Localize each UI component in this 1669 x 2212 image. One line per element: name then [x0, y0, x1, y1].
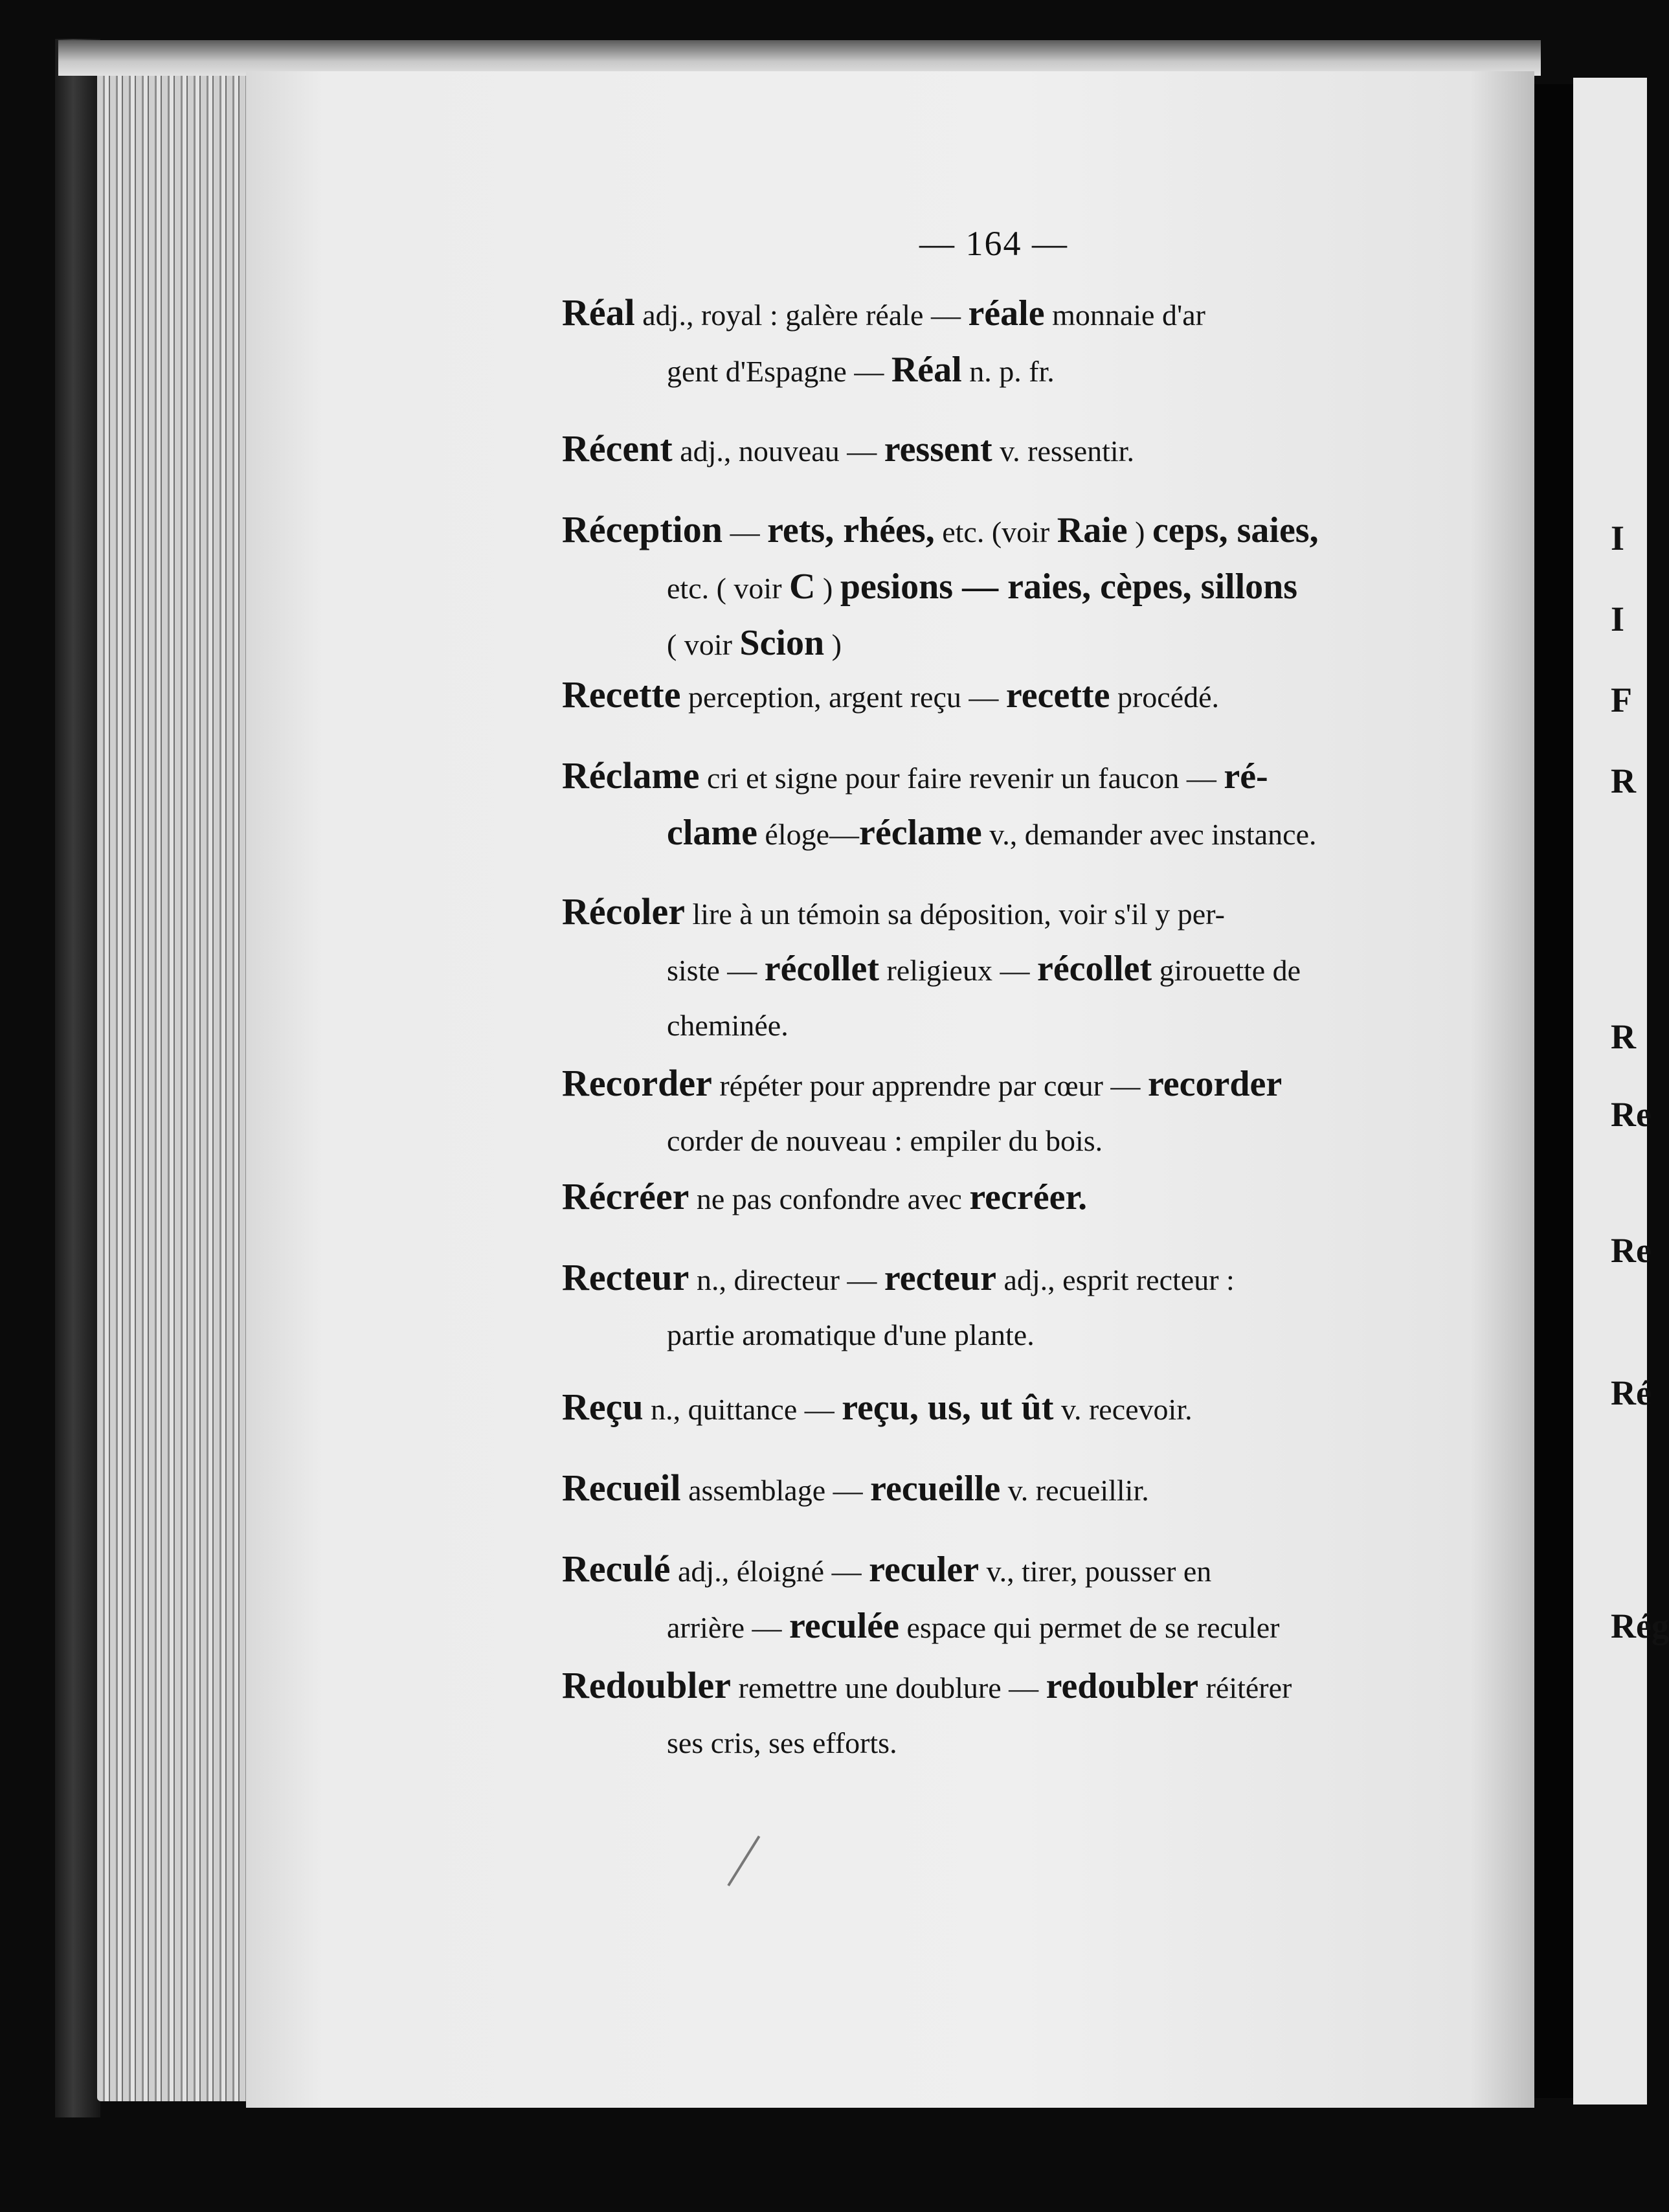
definition-text: éloge—	[757, 818, 860, 851]
entry-headword: Reculé	[562, 1548, 671, 1590]
definition-text: remettre une doublure —	[731, 1671, 1046, 1704]
entry-line	[562, 806, 1468, 862]
homophone-word: Raie	[1057, 510, 1128, 550]
entry-line	[562, 942, 1468, 998]
right-page-fragment-text: R	[1611, 1017, 1636, 1056]
right-page-fragment-text: F	[1611, 681, 1632, 719]
definition-text: ne pas confondre avec	[689, 1182, 970, 1215]
dictionary-entry	[562, 1379, 1468, 1437]
book-cover-edge	[55, 39, 100, 2117]
entry-line	[562, 884, 1468, 942]
definition-text: n., quittance —	[643, 1393, 842, 1426]
homophone-word: récollet	[764, 949, 879, 989]
definition-text: v. ressentir.	[992, 435, 1134, 468]
right-page-fragment-text: I	[1611, 600, 1625, 638]
definition-text: etc. (voir	[934, 515, 1057, 548]
definition-text: )	[824, 628, 842, 661]
definition-text: corder de nouveau : empiler du bois.	[667, 1124, 1103, 1157]
entry-line	[562, 998, 1468, 1053]
homophone-word: pesions — raies, cèpes, sillons	[840, 567, 1298, 607]
definition-text: partie aromatique d'une plante.	[667, 1318, 1035, 1351]
definition-text: adj., éloigné —	[670, 1555, 869, 1588]
definition-text: religieux —	[879, 954, 1037, 987]
entry-headword: Réception	[562, 508, 723, 550]
homophone-word: redoubler	[1046, 1666, 1199, 1706]
homophone-word: C	[789, 567, 816, 607]
entry-headword: Recette	[562, 673, 681, 716]
definition-text: etc. ( voir	[667, 572, 790, 605]
definition-text: —	[722, 515, 768, 548]
definition-text: réitérer	[1198, 1671, 1292, 1704]
entry-line	[562, 1658, 1468, 1715]
definition-text: v. recueillir.	[1000, 1474, 1149, 1507]
definition-text: n. p. fr.	[961, 355, 1055, 388]
definition-text: cheminée.	[667, 1009, 789, 1042]
entry-headword: Recteur	[562, 1256, 689, 1298]
entry-line	[562, 1541, 1468, 1599]
entry-line	[562, 616, 1468, 672]
definition-text: v., demander avec instance.	[981, 818, 1317, 851]
definition-text: arrière —	[667, 1611, 789, 1644]
homophone-word: réale	[968, 293, 1045, 333]
definition-text: v., tirer, pousser en	[979, 1555, 1212, 1588]
entry-line	[562, 559, 1468, 616]
dictionary-entry	[562, 1250, 1468, 1362]
right-page-fragment-text: Re	[1611, 1231, 1652, 1270]
homophone-word: clame	[667, 813, 757, 853]
homophone-word: reculer	[869, 1550, 980, 1590]
definition-text: espace qui permet de se reculer	[899, 1611, 1280, 1644]
homophone-word: Réal	[891, 350, 962, 390]
definition-text: girouette de	[1152, 954, 1301, 987]
homophone-word: Scion	[739, 623, 825, 663]
entry-line	[562, 1460, 1468, 1518]
entry-line	[562, 421, 1468, 479]
right-page-fragment-text: I	[1611, 519, 1625, 558]
definition-text: procédé.	[1110, 681, 1220, 714]
entry-line	[562, 1379, 1468, 1437]
definition-text: perception, argent reçu —	[680, 681, 1006, 714]
entry-headword: Recorder	[562, 1062, 712, 1104]
right-page-fragment-text: Re	[1611, 1095, 1652, 1134]
dictionary-entry	[562, 421, 1468, 479]
entry-line	[562, 1715, 1468, 1770]
definition-text: )	[815, 572, 840, 605]
entry-line	[562, 502, 1468, 559]
homophone-word: recréer.	[969, 1177, 1088, 1217]
entry-headword: Reçu	[562, 1386, 644, 1428]
right-page-fragment-text: Rég	[1611, 1607, 1669, 1645]
entry-line	[562, 285, 1468, 343]
entry-line	[562, 748, 1468, 806]
right-page-fragment	[1573, 78, 1647, 2105]
entry-headword: Récent	[562, 427, 673, 469]
entry-line	[562, 1307, 1468, 1362]
dictionary-entry	[562, 748, 1468, 862]
book-top-edge	[58, 40, 1541, 76]
entry-line	[562, 1250, 1468, 1307]
entry-line	[562, 1055, 1468, 1113]
entry-line	[562, 667, 1468, 725]
dictionary-entry	[562, 667, 1468, 725]
definition-text: v. recevoir.	[1053, 1393, 1193, 1426]
homophone-word: ré-	[1224, 756, 1268, 796]
definition-text: monnaie d'ar	[1044, 299, 1205, 332]
entry-headword: Redoubler	[562, 1664, 731, 1706]
definition-text: n., directeur —	[689, 1263, 884, 1296]
dictionary-entry	[562, 502, 1468, 672]
homophone-word: récollet	[1036, 949, 1152, 989]
page-stack-edge	[97, 62, 252, 2101]
dictionary-entry	[562, 285, 1468, 399]
homophone-word: recorder	[1147, 1064, 1283, 1104]
definition-text: lire à un témoin sa déposition, voir s'il y per-	[684, 897, 1225, 931]
entry-headword: Réclame	[562, 754, 700, 796]
right-page-fragment-text: R	[1611, 762, 1636, 800]
homophone-word: ceps, saies,	[1152, 510, 1319, 550]
entry-headword: Récoler	[562, 890, 685, 932]
dictionary-entry	[562, 884, 1468, 1053]
entry-line	[562, 1169, 1468, 1226]
entry-headword: Récréer	[562, 1175, 689, 1217]
entry-line	[562, 1113, 1468, 1168]
definition-text: )	[1127, 515, 1152, 548]
right-page-fragment-text: Ré	[1611, 1373, 1652, 1412]
definition-text: ( voir	[667, 628, 740, 661]
entry-headword: Réal	[562, 291, 635, 333]
dictionary-entry	[562, 1460, 1468, 1518]
entry-line	[562, 1599, 1468, 1655]
definition-text: cri et signe pour faire revenir un faucon —	[699, 762, 1224, 795]
definition-text: adj., esprit recteur :	[996, 1263, 1235, 1296]
definition-text: assemblage —	[680, 1474, 871, 1507]
dictionary-entry	[562, 1658, 1468, 1770]
homophone-word: recette	[1005, 675, 1110, 716]
homophone-word: rets, rhées,	[767, 510, 935, 550]
definition-text: répéter pour apprendre par cœur —	[711, 1069, 1148, 1102]
book-gutter	[1534, 84, 1573, 2098]
homophone-word: recueille	[870, 1469, 1001, 1509]
dictionary-entry	[562, 1169, 1468, 1226]
homophone-word: reçu, us, ut ût	[842, 1388, 1054, 1428]
dictionary-entry	[562, 1541, 1468, 1655]
definition-text: adj., royal : galère réale —	[634, 299, 969, 332]
homophone-word: reculée	[789, 1606, 899, 1646]
homophone-word: recteur	[884, 1258, 996, 1298]
definition-text: adj., nouveau —	[672, 435, 884, 468]
entry-headword: Recueil	[562, 1467, 681, 1509]
homophone-word: réclame	[859, 813, 982, 853]
definition-text: siste —	[667, 954, 765, 987]
definition-text: ses cris, ses efforts.	[667, 1726, 897, 1759]
definition-text: gent d'Espagne —	[667, 355, 891, 388]
homophone-word: ressent	[884, 429, 992, 469]
page-number: — 164 —	[919, 224, 1068, 263]
dictionary-entry	[562, 1055, 1468, 1168]
entry-line	[562, 343, 1468, 399]
